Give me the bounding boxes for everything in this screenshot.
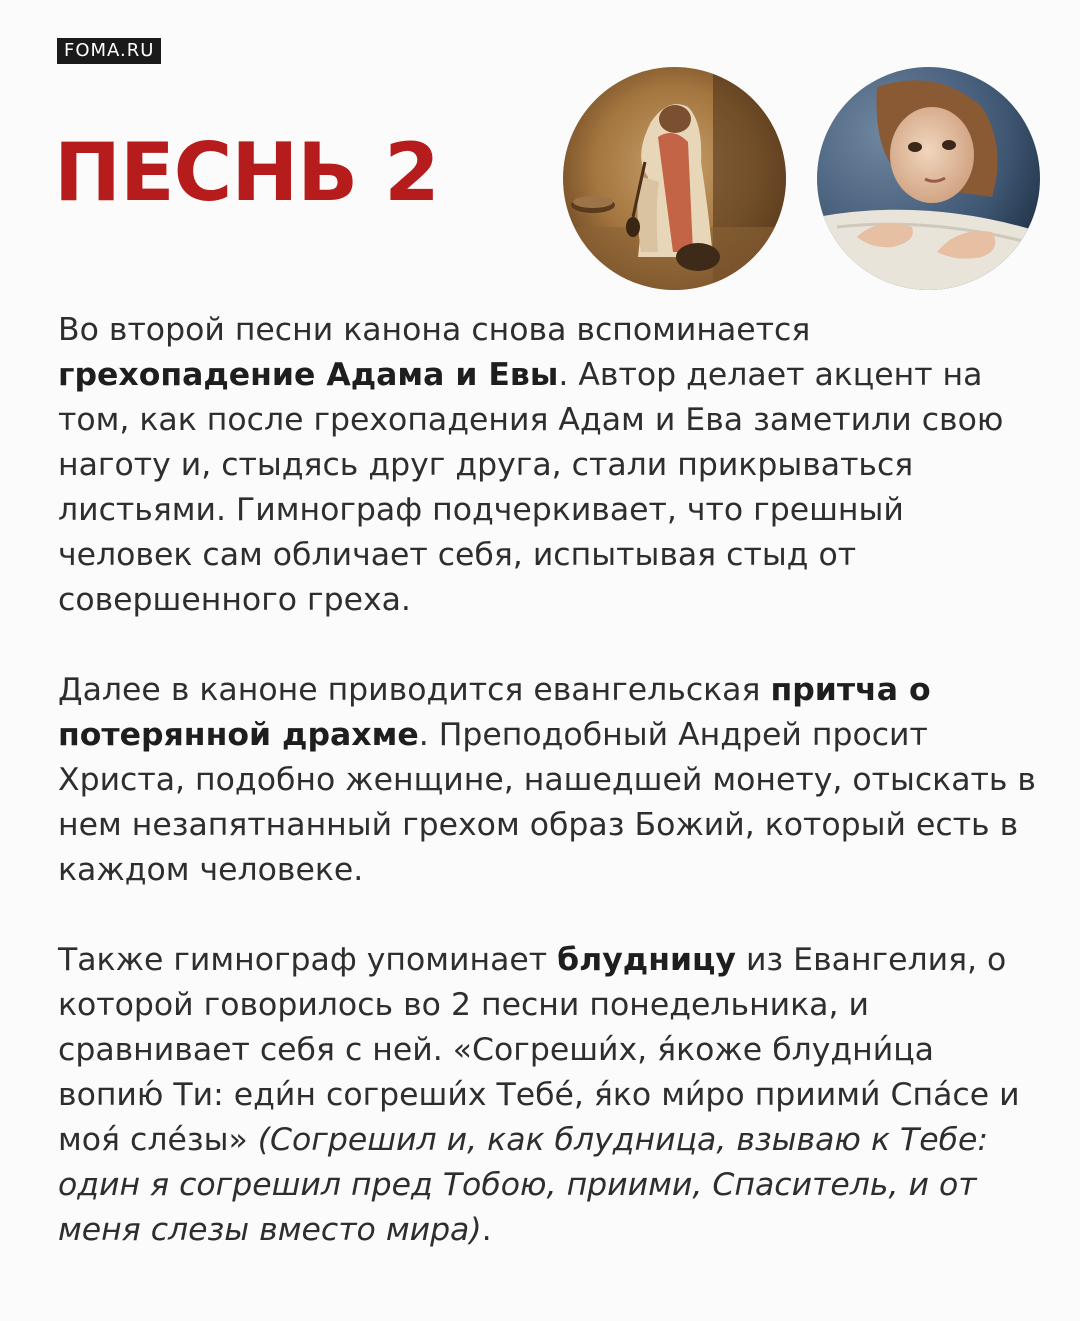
emphasis-text: блудницу (557, 942, 736, 978)
paragraph-drachma (58, 668, 1048, 893)
paragraph-harlot (58, 938, 1048, 1253)
paragraph-fall (58, 308, 1048, 623)
page-title: ПЕСНЬ 2 (54, 126, 439, 219)
painting-drachma-image (563, 67, 786, 290)
painting-girl-image (817, 67, 1040, 290)
article-body (58, 308, 1048, 1298)
emphasis-text: грехопадение Адама и Евы (58, 357, 559, 393)
site-logo[interactable]: FOMA.RU (57, 38, 161, 64)
paragraph-text: . Автор делает акцент на том, как после грехопадения Адам и Ева заметили свою наготу и, стыдясь друг друга, стали прикрываться листьями. Гимнограф подчеркивает, что грешный человек сам обличает себя, испытывая стыд от совершенного греха. (58, 357, 1004, 618)
translation-text: (Согрешил и, как блудница, взываю к Тебе: один я согрешил пред Тобою, приими, Спаситель, и от меня слезы вместо мира) (58, 1122, 989, 1248)
painting-drachma-illustration (563, 67, 786, 290)
paragraph-text: Также гимнограф упоминает (58, 942, 558, 978)
paragraph-text: . Преподобный Андрей просит Христа, подобно женщине, нашедшей монету, отыскать в нем незапятнанный грехом образ Божий, который есть в каждом человеке. (58, 717, 1036, 888)
paragraph-text: из Евангелия, о которой говорилось во 2 песни понедельника, и сравнивает себя с ней. «Согреши́х, я́коже блудни́ца вопию́ Ти: еди́н согреши́х Тебе́, я́ко ми́ро приими́ Спа́се и моя́ сле́зы» (58, 942, 1020, 1158)
painting-girl-illustration (817, 67, 1040, 290)
paragraph-text: Далее в каноне приводится евангельская (58, 672, 771, 708)
paragraph-text: Во второй песни канона снова вспоминается (58, 312, 811, 348)
emphasis-text: притча о потерянной драхме (58, 672, 931, 753)
paragraph-text: . (481, 1212, 492, 1248)
